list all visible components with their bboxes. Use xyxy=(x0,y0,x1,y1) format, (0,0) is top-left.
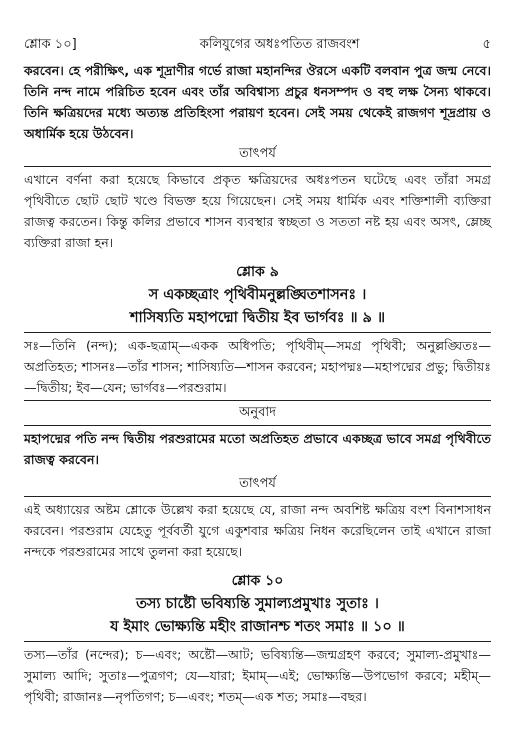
divider xyxy=(24,425,491,426)
divider xyxy=(24,496,491,497)
header-chapter-title: কলিযুগের অধঃপতিত রাজবংশ xyxy=(199,37,360,52)
synonyms-paragraph: সঃ—তিনি (নন্দ); এক-ছত্রাম্—একক অধিপতি; পৃথিবীম্—সমগ্র পৃথিবী; অনুল্লঙ্ঘিতঃ—অপ্রতিহত; শাসনঃ—তাঁর শাসন; শাসিষ্যতি—শাসন করবেন; মহাপদ্মঃ—মহাপদ্মের প্রভু; দ্বিতীয়ঃ—দ্বিতীয়; ইব—যেন; ভার্গবঃ—পরশুরাম। xyxy=(24,338,491,395)
divider xyxy=(24,400,491,401)
intro-translation-paragraph: করবেন। হে পরীক্ষিৎ, এক শূদ্রাণীর গর্ভে রাজা মহানন্দির ঔরসে একটি বলবান পুত্র জন্ম নেবে। তিনি নন্দ নামে পরিচিত হবেন এবং তাঁর অবিশ্বাস্য প্রচুর ধনসম্পদ ও বহু লক্ষ সৈন্য থাকবে। তিনি ক্ষত্রিয়দের মধ্যে অত্যন্ত প্রতিহিংসা পরায়ণ হবেন। সেই সময় থেকেই রাজগণ শূদ্রপ্রায় ও অধার্মিক হয়ে উঠবেন। xyxy=(24,63,491,141)
sanskrit-verse-line: তস্য চাষ্টৌ ভবিষ্যন্তি সুমাল্যপ্রমুখাঃ সুতাঃ । xyxy=(136,596,379,612)
running-header xyxy=(24,36,491,60)
divider xyxy=(24,332,491,333)
verse-heading: শ্লোক ৯ xyxy=(236,264,279,280)
translation-paragraph: মহাপদ্মের পতি নন্দ দ্বিতীয় পরশুরামের মতো অপ্রতিহত প্রভাবে একচ্ছত্র ভাবে সমগ্র পৃথিবীতে রাজত্ব করবেন। xyxy=(24,431,491,467)
purport-paragraph: এই অধ্যায়ের অষ্টম শ্লোকে উল্লেখ করা হয়েছে যে, রাজা নন্দ অবশিষ্ট ক্ষত্রিয় বংশ বিনাশসাধন করবেন। পরশুরাম যেহেতু পূর্ববর্তী যুগে একুশবার ক্ষত্রিয় নিধন করেছিলেন তাই এখানে রাজা নন্দকে পরশুরামের সাথে তুলনা করা হয়েছে। xyxy=(24,502,491,559)
translation-heading: অনুবাদ xyxy=(239,405,276,420)
sanskrit-verse-line: স একচ্ছত্রাং পৃথিবীমনুল্লঙ্ঘিতশাসনঃ । xyxy=(148,287,367,303)
page-number: ৫ xyxy=(482,37,491,52)
sanskrit-verse-line: য ইমাং ভোক্ষ্যন্তি মহীং রাজানশ্চ শতং সমাঃ ॥ ১০ ॥ xyxy=(110,619,405,635)
purport-heading: তাৎপর্য xyxy=(239,146,276,161)
header-verse-ref: শ্লোক ১০] xyxy=(24,37,77,52)
verse-heading: শ্লোক ১০ xyxy=(231,573,284,589)
synonyms-paragraph: তস্য—তাঁর (নন্দের); চ—এবং; অষ্টৌ—আট; ভবিষ্যন্তি—জন্মগ্রহণ করবে; সুমাল্য-প্রমুখাঃ—সুমাল্য আদি; সুতাঃ—পুত্রগণ; যে—যারা; ইমাম্—এই; ভোক্ষ্যন্তি—উপভোগ করবে; মহীম্—পৃথিবী; রাজানঃ—নৃপতিগণ; চ—এবং; শতম্—এক শত; সমাঃ—বছর। xyxy=(24,647,491,704)
purport-paragraph: এখানে বর্ণনা করা হয়েছে কিভাবে প্রকৃত ক্ষত্রিয়দের অধঃপতন ঘটেছে এবং তাঁরা সমগ্র পৃথিবীতে ছোট ছোট খণ্ডে বিভক্ত হয়ে গিয়েছেন। সেই সময় ধার্মিক এবং শক্তিশালী ব্যক্তিরা রাজত্ব করতেন। কিন্তু কলির প্রভাবে শাসন ব্যবস্থার স্বচ্ছতা ও সততা নষ্ট হয় এবং অসৎ, ম্লেচ্ছ ব্যক্তিরা রাজা হন। xyxy=(24,172,491,250)
divider xyxy=(24,166,491,167)
divider xyxy=(24,641,491,642)
sanskrit-verse-line: শাসিষ্যতি মহাপদ্মো দ্বিতীয় ইব ভার্গবঃ ॥ ৯ ॥ xyxy=(129,310,386,326)
purport-heading: তাৎপর্য xyxy=(239,476,276,491)
